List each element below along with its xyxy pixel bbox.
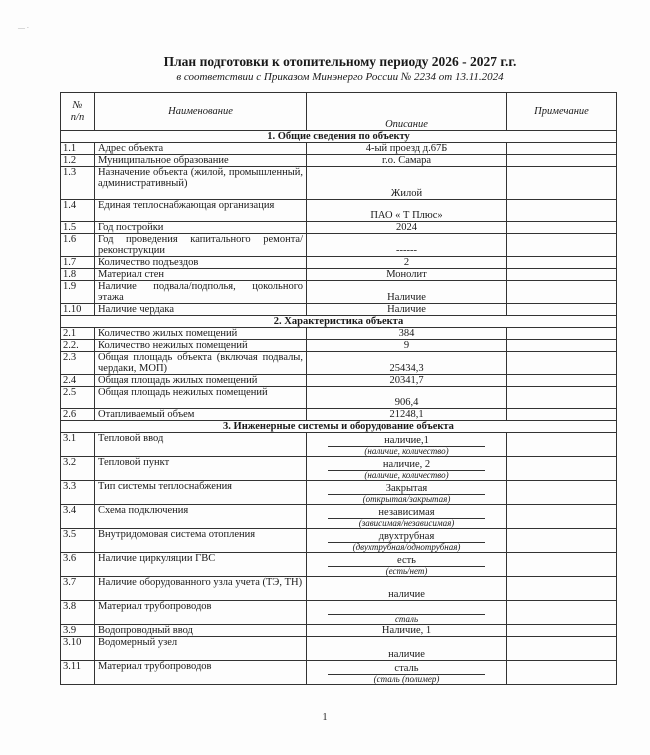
row-number: 3.2 xyxy=(61,457,95,481)
row-note xyxy=(507,328,617,340)
row-note xyxy=(507,577,617,601)
row-description: 906,4 xyxy=(307,387,507,409)
row-number: 3.6 xyxy=(61,553,95,577)
row-description: Наличие xyxy=(307,304,507,316)
description-value: есть xyxy=(328,555,485,567)
row-name: Количество нежилых помещений xyxy=(95,340,307,352)
table-row xyxy=(61,352,617,375)
row-name: Год постройки xyxy=(95,222,307,234)
description-value: наличие xyxy=(388,649,425,661)
row-name: Схема подключения xyxy=(95,505,307,529)
row-number: 1.1 xyxy=(61,143,95,155)
row-name: Материал трубопроводов xyxy=(95,601,307,625)
header-note: Примечание xyxy=(507,93,617,131)
table-row xyxy=(61,601,617,625)
table-row xyxy=(61,257,617,269)
row-description: Наличие xyxy=(307,281,507,304)
table-row xyxy=(61,281,617,304)
table-row xyxy=(61,143,617,155)
row-description: 4-ый проезд д.67Б xyxy=(307,143,507,155)
header-num: № п/п xyxy=(61,93,95,131)
plan-table xyxy=(60,92,617,685)
row-description: г.о. Самара xyxy=(307,155,507,167)
row-number: 3.4 xyxy=(61,505,95,529)
row-description: 384 xyxy=(307,328,507,340)
section-title-2: 2. Характеристика объекта xyxy=(61,316,617,328)
row-name: Отапливаемый объем xyxy=(95,409,307,421)
table-header-row xyxy=(61,93,617,131)
row-description xyxy=(307,577,507,601)
row-name: Внутридомовая система отопления xyxy=(95,529,307,553)
description-caption: (наличие, количество) xyxy=(364,445,449,456)
row-name: Тип системы теплоснабжения xyxy=(95,481,307,505)
description-caption: (наличие, количество) xyxy=(364,469,449,480)
description-caption: (зависимая/независимая) xyxy=(358,517,455,528)
row-name: Количество жилых помещений xyxy=(95,328,307,340)
row-number: 2.1 xyxy=(61,328,95,340)
description-caption: сталь xyxy=(394,613,419,624)
description-value: двухтрубная xyxy=(328,531,485,543)
row-note xyxy=(507,281,617,304)
table-row xyxy=(61,387,617,409)
row-name: Наличие циркуляции ГВС xyxy=(95,553,307,577)
section-title-3: 3. Инженерные системы и оборудование объекта xyxy=(61,421,617,433)
description-value: наличие,1 xyxy=(328,435,485,447)
table-row xyxy=(61,409,617,421)
row-name: Водопроводный ввод xyxy=(95,625,307,637)
table-row xyxy=(61,234,617,257)
row-name: Общая площадь нежилых помещений xyxy=(95,387,307,409)
table-row xyxy=(61,529,617,553)
row-note xyxy=(507,143,617,155)
table-row xyxy=(61,375,617,387)
page-number: 1 xyxy=(322,712,328,723)
row-name: Количество подъездов xyxy=(95,257,307,269)
row-note xyxy=(507,601,617,625)
row-description: 20341,7 xyxy=(307,375,507,387)
row-name: Единая теплоснабжающая организация xyxy=(95,200,307,222)
description-caption: (открытая/закрытая) xyxy=(362,493,451,504)
row-description: 21248,1 xyxy=(307,409,507,421)
row-note xyxy=(507,529,617,553)
row-name: Наличие подвала/подполья, цокольного этажа xyxy=(95,281,307,304)
row-number: 1.10 xyxy=(61,304,95,316)
table-row xyxy=(61,155,617,167)
row-description xyxy=(307,457,507,481)
row-description xyxy=(307,661,507,685)
table-row xyxy=(61,625,617,637)
table-row xyxy=(61,481,617,505)
row-description xyxy=(307,481,507,505)
row-name: Общая площадь жилых помещений xyxy=(95,375,307,387)
row-description: Жилой xyxy=(307,167,507,200)
section-title-1: 1. Общие сведения по объекту xyxy=(61,131,617,143)
document-subtitle: в соответствии с Приказом Минэнерго России № 2234 от 13.11.2024 xyxy=(176,71,504,83)
description-value: Наличие, 1 xyxy=(381,625,432,637)
row-note xyxy=(507,375,617,387)
row-note xyxy=(507,200,617,222)
row-description: ------ xyxy=(307,234,507,257)
description-caption: (есть/нет) xyxy=(385,565,428,576)
description-value: независимая xyxy=(328,507,485,519)
row-note xyxy=(507,637,617,661)
row-number: 3.7 xyxy=(61,577,95,601)
header-desc: Описание xyxy=(307,93,507,131)
row-note xyxy=(507,661,617,685)
row-description xyxy=(307,637,507,661)
row-name: Тепловой пункт xyxy=(95,457,307,481)
scan-mark: — · xyxy=(18,24,30,32)
row-note xyxy=(507,409,617,421)
row-description xyxy=(307,601,507,625)
row-number: 3.9 xyxy=(61,625,95,637)
row-name: Год проведения капитального ремонта/реконструкции xyxy=(95,234,307,257)
row-description: 2024 xyxy=(307,222,507,234)
row-description xyxy=(307,553,507,577)
row-description xyxy=(307,433,507,457)
row-note xyxy=(507,625,617,637)
row-name: Назначение объекта (жилой, промышленный, административный) xyxy=(95,167,307,200)
row-number: 1.9 xyxy=(61,281,95,304)
row-number: 3.5 xyxy=(61,529,95,553)
row-description: ПАО « Т Плюс» xyxy=(307,200,507,222)
row-note xyxy=(507,257,617,269)
row-name: Тепловой ввод xyxy=(95,433,307,457)
description-value: Закрытая xyxy=(328,483,485,495)
description-value: наличие, 2 xyxy=(328,459,485,471)
row-number: 3.3 xyxy=(61,481,95,505)
row-name: Общая площадь объекта (включая подвалы, чердаки, МОП) xyxy=(95,352,307,375)
row-description xyxy=(307,505,507,529)
row-number: 1.6 xyxy=(61,234,95,257)
row-description: 25434,3 xyxy=(307,352,507,375)
row-note xyxy=(507,167,617,200)
row-note xyxy=(507,222,617,234)
row-name: Материал трубопроводов xyxy=(95,661,307,685)
row-number: 3.8 xyxy=(61,601,95,625)
row-note xyxy=(507,234,617,257)
row-description xyxy=(307,529,507,553)
description-value: сталь xyxy=(328,663,485,675)
row-name: Адрес объекта xyxy=(95,143,307,155)
table-row xyxy=(61,457,617,481)
row-description: Монолит xyxy=(307,269,507,281)
row-number: 3.10 xyxy=(61,637,95,661)
table-row xyxy=(61,200,617,222)
table-row xyxy=(61,553,617,577)
row-name: Наличие чердака xyxy=(95,304,307,316)
row-note xyxy=(507,155,617,167)
description-caption: (сталь (полимер) xyxy=(373,673,440,684)
section-2-body xyxy=(61,328,617,421)
description-value: наличие xyxy=(388,589,425,601)
row-number: 2.6 xyxy=(61,409,95,421)
row-number: 3.1 xyxy=(61,433,95,457)
section-row xyxy=(61,316,617,328)
row-number: 1.8 xyxy=(61,269,95,281)
row-note xyxy=(507,553,617,577)
row-note xyxy=(507,304,617,316)
table-row xyxy=(61,328,617,340)
table-row xyxy=(61,505,617,529)
section-1-body xyxy=(61,143,617,316)
section-3-body xyxy=(61,433,617,685)
header-name: Наименование xyxy=(95,93,307,131)
table-row xyxy=(61,433,617,457)
row-note xyxy=(507,340,617,352)
table-row xyxy=(61,167,617,200)
row-description: 9 xyxy=(307,340,507,352)
row-number: 2.2. xyxy=(61,340,95,352)
row-description: 2 xyxy=(307,257,507,269)
table-row xyxy=(61,304,617,316)
row-number: 1.5 xyxy=(61,222,95,234)
row-note xyxy=(507,457,617,481)
row-description xyxy=(307,625,507,637)
row-number: 2.4 xyxy=(61,375,95,387)
row-name: Материал стен xyxy=(95,269,307,281)
row-note xyxy=(507,481,617,505)
row-name: Наличие оборудованного узла учета (ТЭ, ТН) xyxy=(95,577,307,601)
row-number: 1.2 xyxy=(61,155,95,167)
table-row xyxy=(61,222,617,234)
row-number: 2.3 xyxy=(61,352,95,375)
row-number: 2.5 xyxy=(61,387,95,409)
table-row xyxy=(61,661,617,685)
row-name: Водомерный узел xyxy=(95,637,307,661)
row-number: 1.7 xyxy=(61,257,95,269)
table-row xyxy=(61,340,617,352)
section-row xyxy=(61,421,617,433)
row-name: Муниципальное образование xyxy=(95,155,307,167)
description-caption: (двухтрубная/однотрубная) xyxy=(352,541,461,552)
row-note xyxy=(507,505,617,529)
table-row xyxy=(61,269,617,281)
row-number: 1.3 xyxy=(61,167,95,200)
row-note xyxy=(507,387,617,409)
document-title: План подготовки к отопительному периоду 2026 - 2027 г.г. xyxy=(163,54,517,69)
table-row xyxy=(61,577,617,601)
row-note xyxy=(507,352,617,375)
section-row xyxy=(61,131,617,143)
row-note xyxy=(507,269,617,281)
row-number: 1.4 xyxy=(61,200,95,222)
row-note xyxy=(507,433,617,457)
row-number: 3.11 xyxy=(61,661,95,685)
table-row xyxy=(61,637,617,661)
